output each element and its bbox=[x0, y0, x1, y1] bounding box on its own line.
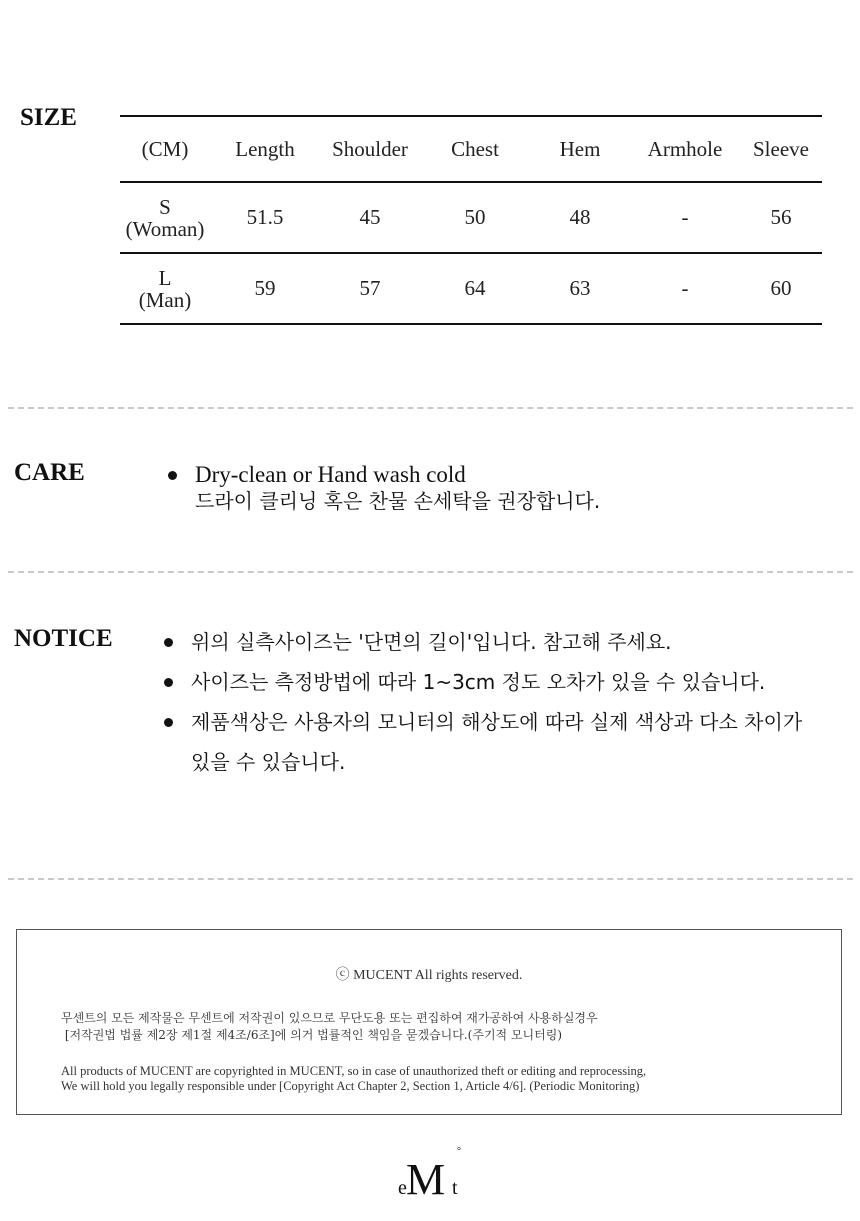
care-text-en: Dry-clean or Hand wash cold bbox=[195, 462, 466, 487]
column-header: Sleeve bbox=[753, 136, 809, 161]
table-row bbox=[120, 254, 822, 323]
column-header: Shoulder bbox=[332, 136, 408, 161]
size-gender: (Woman) bbox=[125, 216, 205, 241]
logo-mark: ° bbox=[457, 1146, 461, 1157]
table-cell: 45 bbox=[359, 205, 381, 229]
column-header: Hem bbox=[559, 136, 601, 161]
copyright-text-en bbox=[61, 1064, 646, 1094]
size-cell bbox=[120, 196, 210, 240]
size-code: S bbox=[159, 194, 171, 219]
list-item: 위의 실측사이즈는 '단면의 길이'입니다. 참고해 주세요. bbox=[164, 622, 814, 662]
size-gender: (Man) bbox=[138, 287, 192, 312]
column-header: Armhole bbox=[647, 136, 723, 161]
section-divider bbox=[8, 571, 853, 573]
size-section-title: SIZE bbox=[20, 104, 77, 131]
column-header: Chest bbox=[451, 136, 499, 161]
care-section-title: CARE bbox=[14, 459, 85, 486]
copyright-ko-line: [저작권법 법률 제2장 제1절 제4조/6조]에 의거 법률적인 책임을 묻겠습니다.(주기적 모니터링) bbox=[64, 1028, 563, 1042]
table-cell: 59 bbox=[254, 276, 276, 300]
copyright-title: ⓒ MUCENT All rights reserved. bbox=[335, 968, 523, 983]
logo-letter-t: t bbox=[452, 1177, 458, 1199]
list-item: 제품색상은 사용자의 모니터의 해상도에 따라 실제 색상과 다소 차이가 있을 수 있습니다. bbox=[164, 702, 814, 782]
table-cell: 51.5 bbox=[246, 205, 284, 229]
care-list bbox=[168, 462, 808, 514]
table-bottom-rule bbox=[120, 323, 822, 325]
size-code: L bbox=[158, 265, 172, 290]
size-table bbox=[120, 115, 822, 325]
table-header-row bbox=[120, 117, 822, 181]
table-cell: 57 bbox=[359, 276, 381, 300]
copyright-en-line: All products of MUCENT are copyrighted in MUCENT, so in case of unauthorized theft or editing and reprocessing, bbox=[61, 1064, 647, 1078]
logo-letter-e: e bbox=[398, 1177, 407, 1199]
table-cell: 60 bbox=[770, 276, 792, 300]
section-divider bbox=[8, 878, 853, 880]
column-header: Length bbox=[235, 136, 295, 161]
table-cell: 64 bbox=[464, 276, 486, 300]
care-text-ko: 드라이 클리닝 혹은 찬물 손세탁을 권장합니다. bbox=[195, 489, 601, 513]
table-cell: - bbox=[681, 276, 689, 300]
table-row bbox=[120, 183, 822, 252]
size-cell bbox=[120, 267, 210, 311]
table-cell: 63 bbox=[569, 276, 591, 300]
notice-list bbox=[164, 622, 814, 782]
table-cell: - bbox=[681, 205, 689, 229]
list-item: 사이즈는 측정방법에 따라 1~3cm 정도 오차가 있을 수 있습니다. bbox=[164, 662, 814, 702]
copyright-ko-line: 무센트의 모든 제작물은 무센트에 저작권이 있으므로 무단도용 또는 편집하여 재가공하여 사용하실경우 bbox=[61, 1011, 598, 1025]
notice-section-title: NOTICE bbox=[14, 625, 113, 652]
copyright-en-line: We will hold you legally responsible under [Copyright Act Chapter 2, Section 1, Article 4/6]. (Periodic Monitoring) bbox=[61, 1079, 640, 1093]
table-cell: 48 bbox=[569, 205, 591, 229]
column-header: (CM) bbox=[141, 136, 189, 161]
logo-letter-m: M bbox=[406, 1155, 446, 1204]
table-cell: 56 bbox=[770, 205, 792, 229]
section-divider bbox=[8, 407, 853, 409]
copyright-text-ko bbox=[61, 1010, 598, 1044]
copyright-box bbox=[16, 929, 842, 1115]
list-item bbox=[168, 462, 808, 514]
table-cell: 50 bbox=[464, 205, 486, 229]
brand-logo bbox=[384, 1140, 476, 1204]
